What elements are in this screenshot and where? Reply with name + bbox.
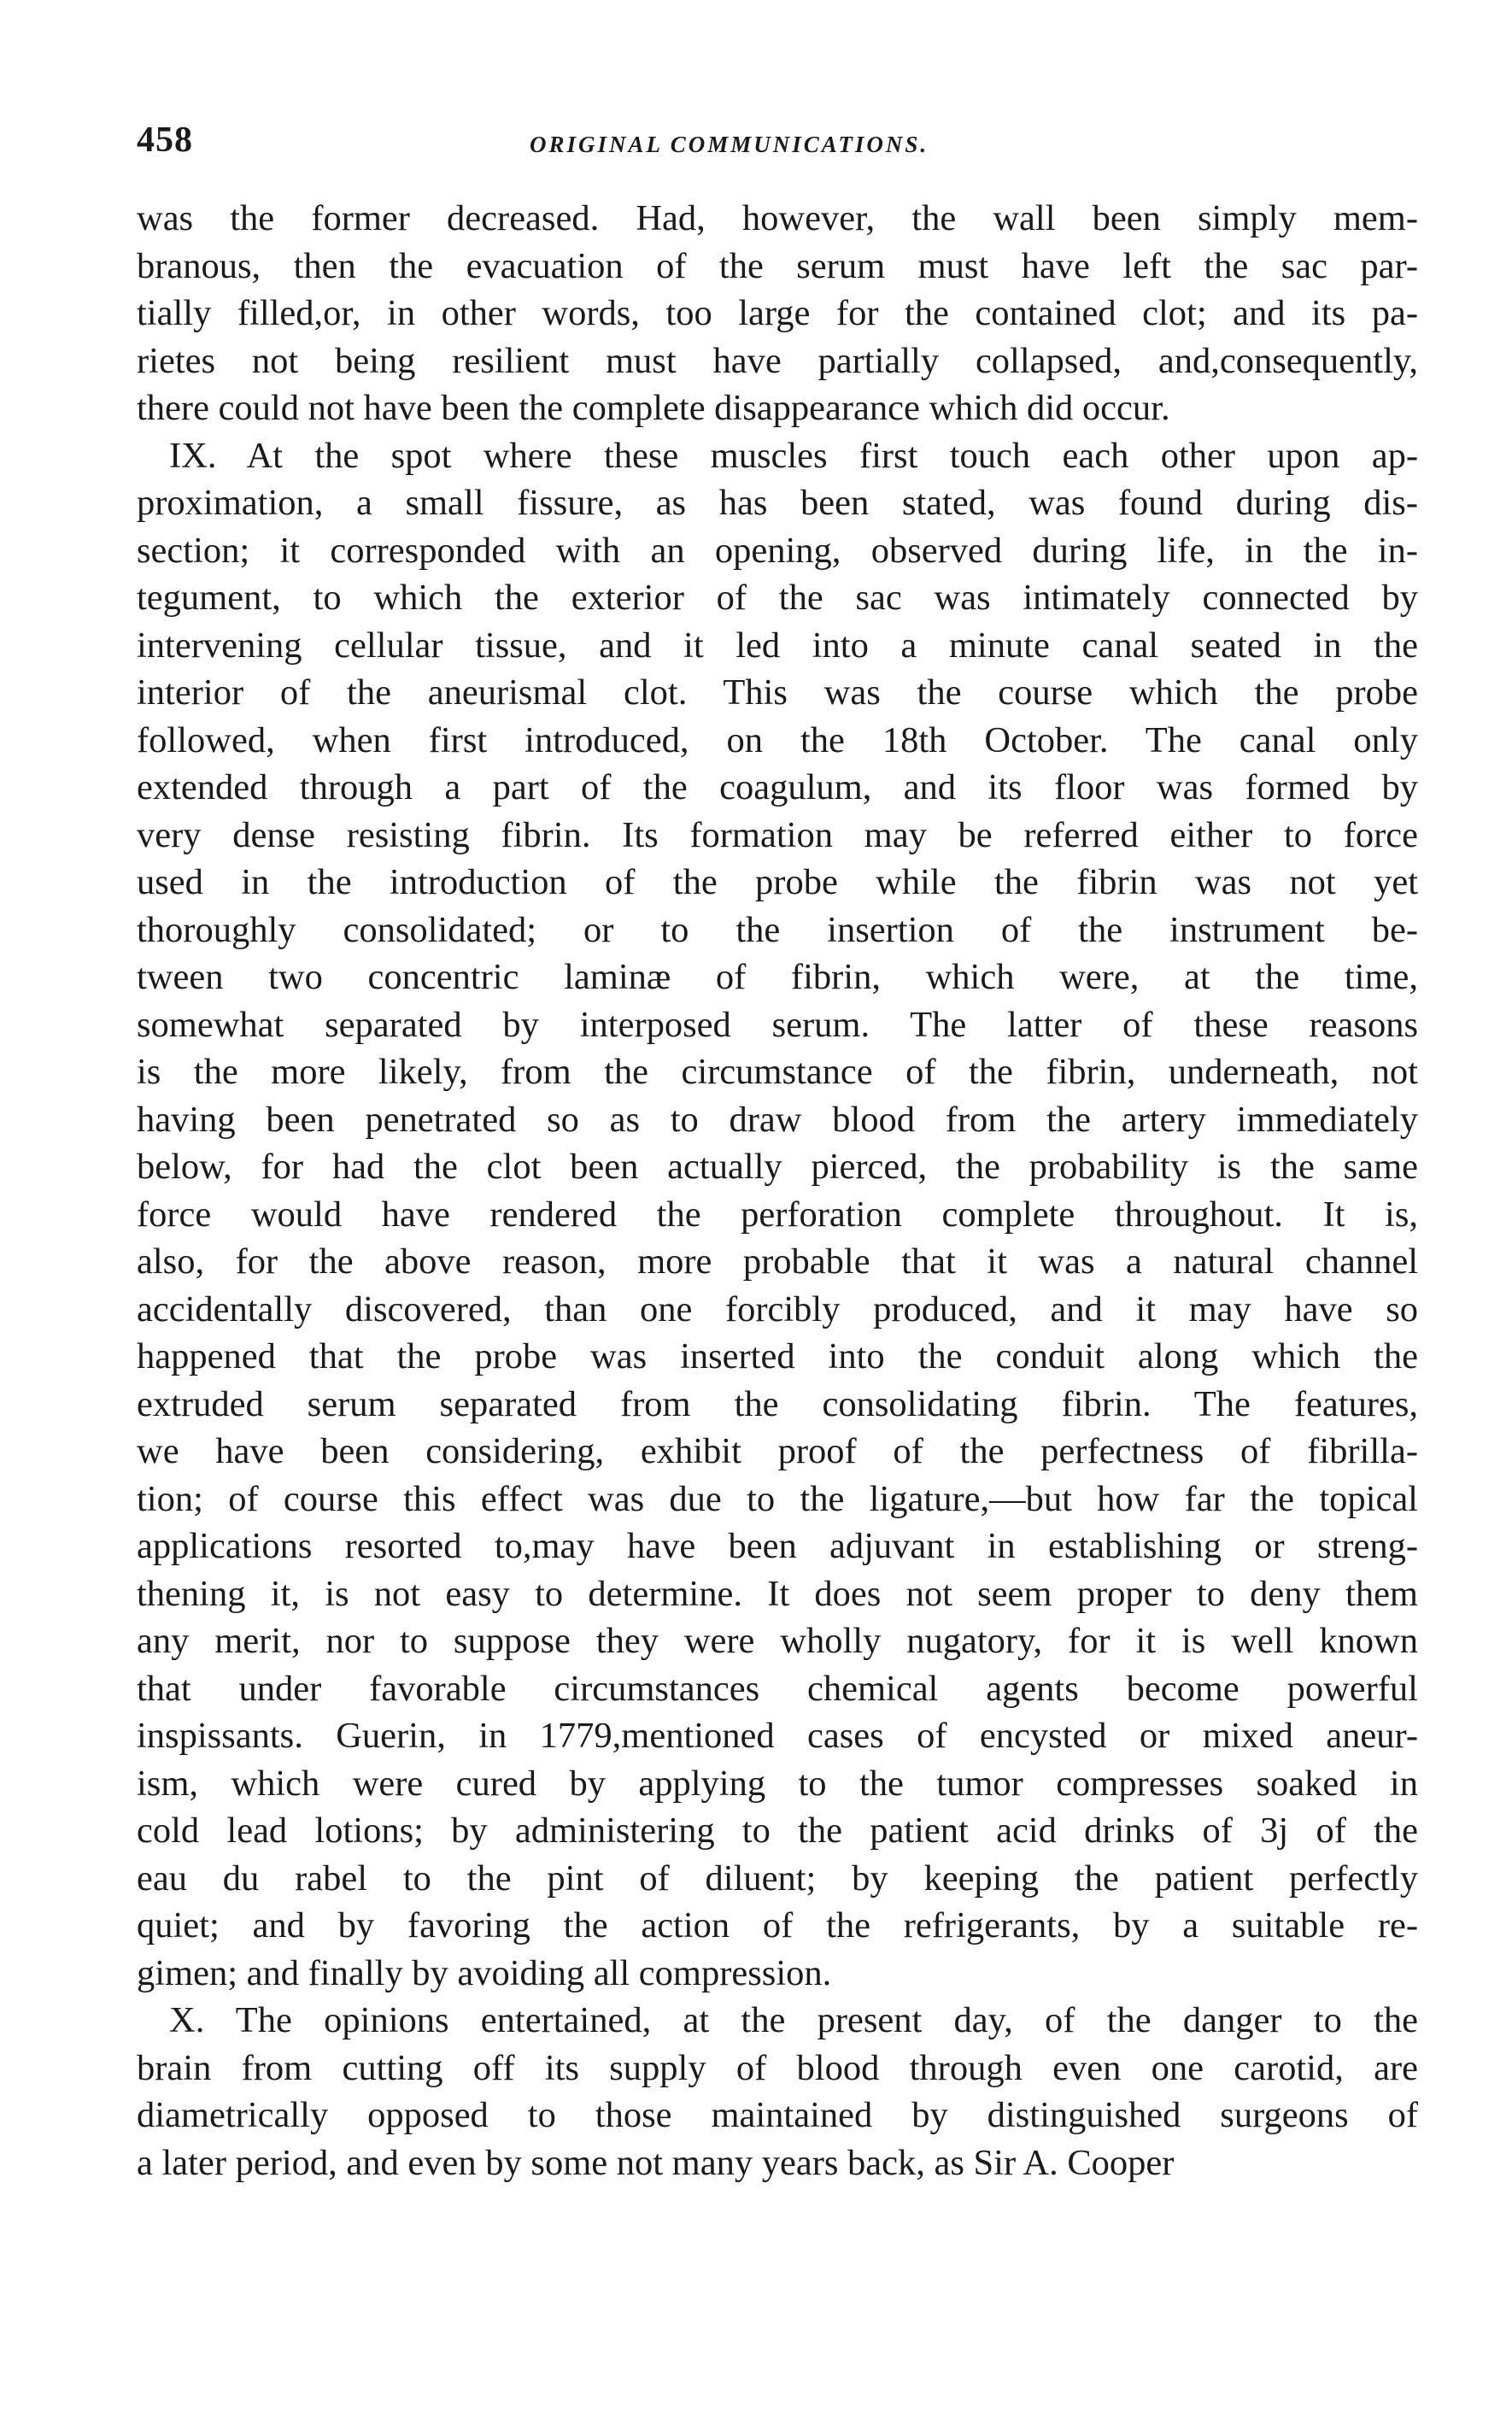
text-line: used in the introduction of the probe while the fibrin was not yet (137, 862, 1418, 902)
text-line: IX. At the spot where these muscles first touch each other upon ap- (169, 435, 1418, 476)
text-line: eau du rabel to the pint of diluent; by keeping the patient perfectly (137, 1858, 1418, 1899)
text-line: diametrically opposed to those maintained by distinguished surgeons of (137, 2095, 1418, 2135)
text-line: inspissants. Guerin, in 1779,mentioned cases of encysted or mixed aneur- (137, 1716, 1418, 1756)
text-line: any merit, nor to suppose they were wholly nugatory, for it is well known (137, 1621, 1418, 1661)
text-line: tion; of course this effect was due to the ligature,—but how far the topical (137, 1478, 1418, 1519)
text-line: happened that the probe was inserted into the conduit along which the (137, 1336, 1418, 1376)
text-line: section; it corresponded with an opening, observed during life, in the in- (137, 530, 1418, 571)
paragraph (137, 432, 1418, 1998)
text-line: gimen; and finally by avoiding all compression. (137, 1952, 832, 1993)
text-line: was the former decreased. Had, however, the wall been simply mem- (137, 198, 1418, 238)
text-line: interior of the aneurismal clot. This was the course which the probe (137, 672, 1418, 713)
paragraph (137, 195, 1418, 432)
text-line: also, for the above reason, more probable that it was a natural channel (137, 1241, 1418, 1282)
text-line: rietes not being resilient must have partially collapsed, and,consequently, (137, 340, 1418, 381)
body-text (137, 195, 1418, 2186)
text-line: having been penetrated so as to draw blood from the artery immediately (137, 1099, 1418, 1140)
text-line: applications resorted to,may have been adjuvant in establishing or streng- (137, 1526, 1418, 1566)
text-line: force would have rendered the perforation complete throughout. It is, (137, 1194, 1418, 1235)
text-line: below, for had the clot been actually pierced, the probability is the same (137, 1147, 1418, 1187)
text-line: cold lead lotions; by administering to the patient acid drinks of 3j of the (137, 1811, 1418, 1851)
text-line: proximation, a small fissure, as has been stated, was found during dis- (137, 483, 1418, 523)
text-line: X. The opinions entertained, at the present day, of the danger to the (169, 2000, 1418, 2040)
page-header (137, 120, 1418, 179)
text-line: that under favorable circumstances chemical agents become powerful (137, 1668, 1418, 1709)
text-line: we have been considering, exhibit proof of the perfectness of fibrilla- (137, 1431, 1418, 1471)
text-line: somewhat separated by interposed serum. The latter of these reasons (137, 1004, 1418, 1045)
paragraph (137, 1997, 1418, 2186)
running-head: ORIGINAL COMMUNICATIONS. (530, 132, 929, 157)
text-line: followed, when first introduced, on the 18th October. The canal only (137, 719, 1418, 760)
text-line: intervening cellular tissue, and it led into a minute canal seated in the (137, 625, 1418, 666)
text-line: a later period, and even by some not many years back, as Sir A. Cooper (137, 2142, 1175, 2183)
text-line: extended through a part of the coagulum, and its floor was formed by (137, 767, 1418, 807)
text-line: thoroughly consolidated; or to the insertion of the instrument be- (137, 909, 1418, 950)
text-line: tially filled,or, in other words, too large for the contained clot; and its pa- (137, 293, 1418, 333)
text-line: quiet; and by favoring the action of the refrigerants, by a suitable re- (137, 1905, 1418, 1946)
book-page (137, 120, 1418, 2186)
page-number: 458 (137, 120, 193, 160)
text-line: ism, which were cured by applying to the tumor compresses soaked in (137, 1763, 1418, 1804)
text-line: thening it, is not easy to determine. It does not seem proper to deny them (137, 1573, 1418, 1614)
text-line: very dense resisting fibrin. Its formation may be referred either to force (137, 814, 1418, 855)
text-line: is the more likely, from the circumstance of the fibrin, underneath, not (137, 1052, 1418, 1092)
text-line: branous, then the evacuation of the serum must have left the sac par- (137, 245, 1418, 286)
text-line: brain from cutting off its supply of blood through even one carotid, are (137, 2047, 1418, 2088)
text-line: there could not have been the complete disappearance which did occur. (137, 388, 1170, 428)
text-line: tween two concentric laminæ of fibrin, which were, at the time, (137, 957, 1418, 997)
text-line: extruded serum separated from the consolidating fibrin. The features, (137, 1383, 1418, 1424)
text-line: tegument, to which the exterior of the sac was intimately connected by (137, 578, 1418, 618)
text-line: accidentally discovered, than one forcibly produced, and it may have so (137, 1288, 1418, 1329)
